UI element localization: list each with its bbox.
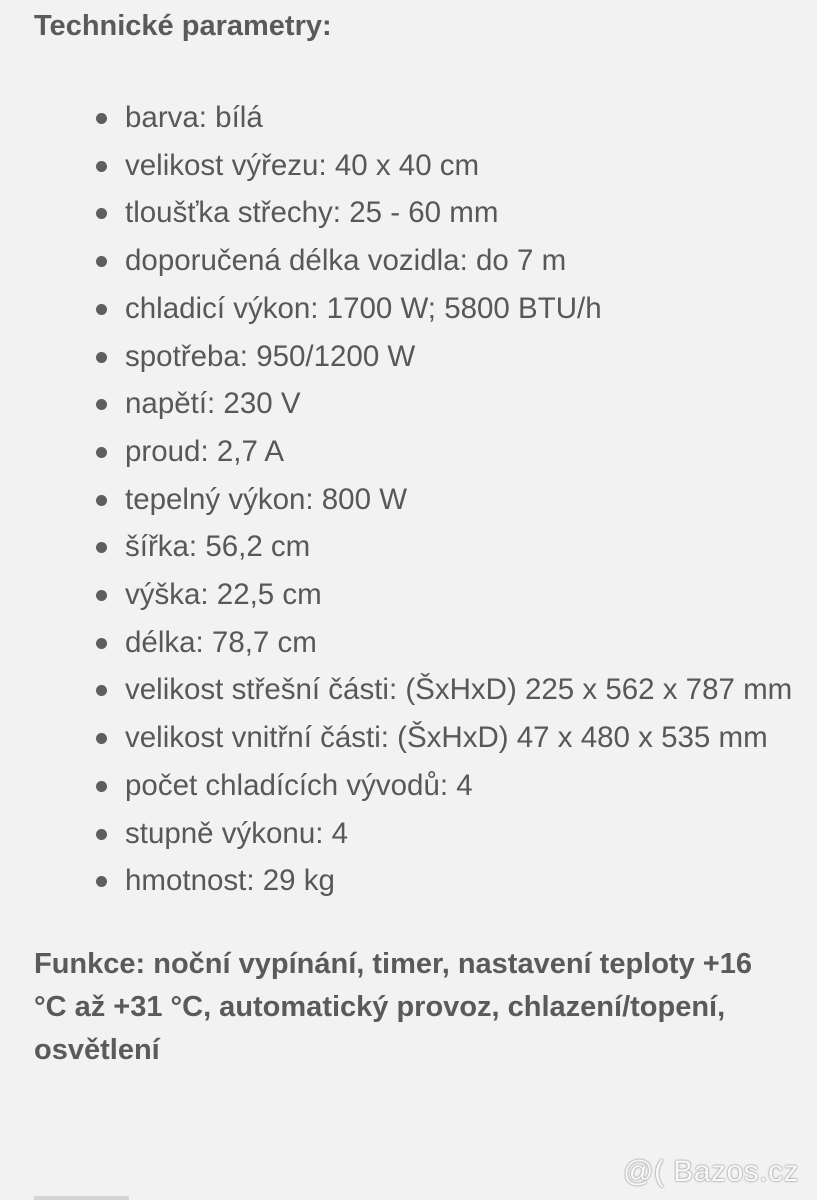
list-item [34,333,794,381]
list-item [34,476,794,524]
list-item-text: velikost výřezu: 40 x 40 cm [125,148,480,182]
list-item-text: doporučená délka vozidla: do 7 m [125,244,567,278]
section-heading: Technické parametry: [34,10,332,42]
list-item-text: velikost střešní části: (ŠxHxD) 225 x 562 x 787 mm [125,673,793,707]
list-item-text: chladicí výkon: 1700 W; 5800 BTU/h [125,291,602,325]
list-item [34,94,794,142]
bullet-icon [96,685,107,696]
list-item [34,428,794,476]
list-item-text: šířka: 56,2 cm [125,530,311,564]
bullet-icon [96,876,107,887]
list-item-text: hmotnost: 29 kg [125,864,335,898]
bullet-icon [96,829,107,840]
list-item [34,285,794,333]
list-item [34,619,794,667]
functions-paragraph: Funkce: noční vypínání, timer, nastavení teploty +16 °C až +31 °C, automatický provoz, chlazení/topení, osvětlení [34,947,752,1066]
list-item-text: napětí: 230 V [125,387,301,421]
list-item-text: počet chladících vývodů: 4 [125,768,473,802]
bullet-icon [96,638,107,649]
list-item [34,189,794,237]
list-item [34,810,794,858]
list-item-text: výška: 22,5 cm [125,578,322,612]
bullet-icon [96,399,107,410]
list-item [34,380,794,428]
list-item [34,571,794,619]
bullet-icon [96,113,107,124]
bullet-icon [96,352,107,363]
list-item [34,523,794,571]
list-item [34,857,794,905]
list-item [34,762,794,810]
bullet-icon [96,208,107,219]
list-item-text: velikost vnitřní části: (ŠxHxD) 47 x 480 x 535 mm [125,721,768,755]
bullet-icon [96,590,107,601]
list-item [34,666,794,714]
bullet-icon [96,781,107,792]
list-item [34,714,794,762]
list-item-text: spotřeba: 950/1200 W [125,339,416,373]
list-item [34,237,794,285]
bullet-icon [96,447,107,458]
list-item-text: barva: bílá [125,101,263,134]
list-item-text: délka: 78,7 cm [125,625,317,659]
description-content [34,0,794,1072]
technical-parameters-list [34,94,794,905]
bullet-icon [96,304,107,315]
bullet-icon [96,256,107,267]
bottom-divider [34,1196,129,1200]
list-item-text: tloušťka střechy: 25 - 60 mm [125,196,499,230]
list-item [34,142,794,190]
bullet-icon [96,495,107,506]
bullet-icon [96,733,107,744]
list-item-text: tepelný výkon: 800 W [125,482,408,516]
list-item-text: stupně výkonu: 4 [125,816,349,850]
watermark: @( Bazos.cz [623,1155,799,1188]
bullet-icon [96,161,107,172]
bullet-icon [96,542,107,553]
list-item-text: proud: 2,7 A [125,434,285,468]
